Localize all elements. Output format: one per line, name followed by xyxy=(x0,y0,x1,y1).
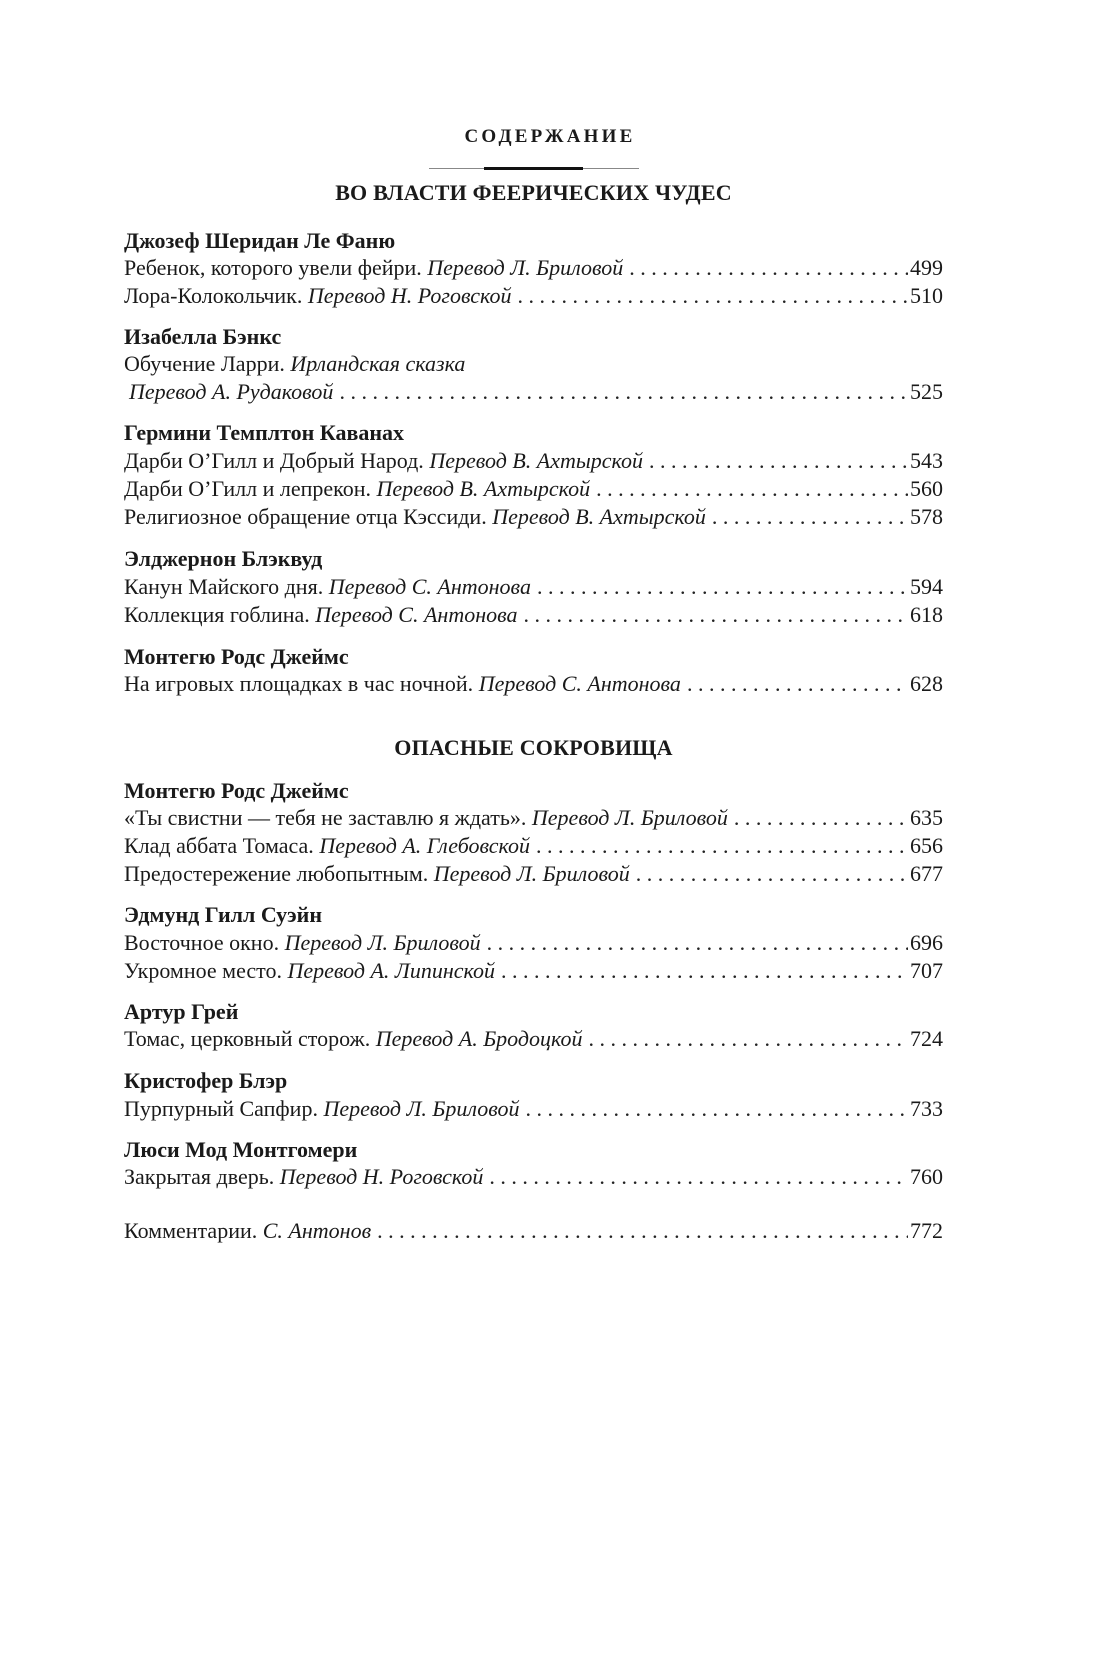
entry-title: Восточное окно. xyxy=(124,930,280,955)
dot-leader xyxy=(501,956,908,986)
entry-subtitle: Ирландская сказка xyxy=(290,351,466,376)
toc-entry[interactable] xyxy=(124,446,943,476)
entry-translator: Перевод С. Антонова xyxy=(478,671,681,696)
toc-entry-commentary[interactable] xyxy=(124,1216,943,1246)
entry-page: 677 xyxy=(910,861,943,886)
toc-entry[interactable] xyxy=(124,831,943,861)
toc-entry[interactable] xyxy=(124,1094,943,1124)
toc-entry[interactable] xyxy=(124,377,943,407)
dot-leader xyxy=(629,253,908,283)
toc-entry[interactable] xyxy=(124,956,943,986)
dot-leader xyxy=(734,803,908,833)
dot-leader xyxy=(712,502,908,532)
entry-page: 772 xyxy=(910,1218,943,1243)
dot-leader xyxy=(687,669,908,699)
author-name: Артур Грей xyxy=(124,999,239,1024)
toc-entry[interactable] xyxy=(124,803,943,833)
entry-translator: Перевод А. Липинской xyxy=(287,958,495,983)
section-title: ВО ВЛАСТИ ФЕЕРИЧЕСКИХ ЧУДЕС xyxy=(335,180,732,205)
toc-entry[interactable] xyxy=(124,928,943,958)
entry-page: 656 xyxy=(910,833,943,858)
entry-page: 560 xyxy=(910,476,943,501)
toc-entry[interactable] xyxy=(124,474,943,504)
entry-page: 594 xyxy=(910,574,943,599)
entry-title: Закрытая дверь. xyxy=(124,1164,275,1189)
entry-page: 635 xyxy=(910,805,943,830)
author-name: Люси Мод Монтгомери xyxy=(124,1137,358,1162)
entry-page: 760 xyxy=(910,1164,943,1189)
entry-page: 543 xyxy=(910,448,943,473)
toc-entry[interactable] xyxy=(124,600,943,630)
dot-leader xyxy=(524,600,908,630)
dot-leader xyxy=(339,377,908,407)
author-name: Гермини Темплтон Каванах xyxy=(124,420,405,445)
dot-leader xyxy=(596,474,908,504)
entry-page: 510 xyxy=(910,283,943,308)
entry-page: 628 xyxy=(910,671,943,696)
entry-translator: Перевод А. Рудаковой xyxy=(129,379,334,404)
entry-page: 733 xyxy=(910,1096,943,1121)
entry-title: Канун Майского дня. xyxy=(124,574,324,599)
entry-translator: Перевод Л. Бриловой xyxy=(531,805,728,830)
entry-title: Дарби О’Гилл и лепрекон. xyxy=(124,476,371,501)
toc-entry-first-line[interactable] xyxy=(124,349,465,379)
entry-translator: Перевод А. Глебовской xyxy=(319,833,530,858)
entry-title: Комментарии. xyxy=(124,1218,258,1243)
entry-translator: Перевод Л. Бриловой xyxy=(323,1096,520,1121)
entry-page: 724 xyxy=(910,1026,943,1051)
entry-translator: Перевод В. Ахтырской xyxy=(429,448,643,473)
entry-title: Дарби О’Гилл и Добрый Народ. xyxy=(124,448,424,473)
author-name: Джозеф Шеридан Ле Фаню xyxy=(124,228,396,253)
entry-translator: Перевод Л. Бриловой xyxy=(284,930,481,955)
entry-title: Укромное место. xyxy=(124,958,282,983)
author-name: Монтегю Родс Джеймс xyxy=(124,778,349,803)
entry-translator: Перевод В. Ахтырской xyxy=(376,476,591,501)
entry-translator: Перевод С. Антонова xyxy=(315,602,518,627)
entry-page: 696 xyxy=(910,930,943,955)
entry-translator: Перевод Н. Роговской xyxy=(307,283,512,308)
page-title: СОДЕРЖАНИЕ xyxy=(464,126,636,147)
header-divider-accent xyxy=(484,167,583,170)
author-name: Кристофер Блэр xyxy=(124,1068,288,1093)
author-name: Монтегю Родс Джеймс xyxy=(124,644,349,669)
entry-translator: С. Антонов xyxy=(262,1218,372,1243)
entry-page: 499 xyxy=(910,255,943,280)
entry-title: Клад аббата Томаса. xyxy=(124,833,314,858)
entry-translator: Перевод В. Ахтырской xyxy=(492,504,706,529)
entry-page: 707 xyxy=(910,958,943,983)
toc-entry[interactable] xyxy=(124,1162,943,1192)
dot-leader xyxy=(537,572,908,602)
entry-title: На игровых площадках в час ночной. xyxy=(124,671,474,696)
toc-entry[interactable] xyxy=(124,572,943,602)
entry-translator: Перевод А. Бродоцкой xyxy=(375,1026,583,1051)
dot-leader xyxy=(636,859,908,889)
entry-title: Ребенок, которого увели фейри. xyxy=(124,255,422,280)
toc-entry[interactable] xyxy=(124,281,943,311)
entry-title: Пурпурный Сапфир. xyxy=(124,1096,318,1121)
entry-translator: Перевод Н. Роговской xyxy=(279,1164,484,1189)
dot-leader xyxy=(517,281,908,311)
toc-entry[interactable] xyxy=(124,253,943,283)
entry-title: Лора-Колокольчик. xyxy=(124,283,303,308)
entry-translator: Перевод С. Антонова xyxy=(328,574,531,599)
toc-entry[interactable] xyxy=(124,669,943,699)
entry-title: Коллекция гоблина. xyxy=(124,602,310,627)
dot-leader xyxy=(588,1024,908,1054)
dot-leader xyxy=(525,1094,908,1124)
dot-leader xyxy=(536,831,908,861)
entry-title: Религиозное обращение отца Кэссиди. xyxy=(124,504,487,529)
entry-title: «Ты свистни — тебя не заставлю я ждать». xyxy=(124,805,527,830)
dot-leader xyxy=(649,446,908,476)
toc-entry[interactable] xyxy=(124,859,943,889)
author-name: Элджернон Блэквуд xyxy=(124,546,323,571)
dot-leader xyxy=(487,928,908,958)
entry-title: Обучение Ларри. xyxy=(124,351,285,376)
toc-entry[interactable] xyxy=(124,502,943,532)
author-name: Эдмунд Гилл Суэйн xyxy=(124,902,323,927)
entry-translator: Перевод Л. Бриловой xyxy=(427,255,624,280)
dot-leader xyxy=(377,1216,908,1246)
entry-title: Томас, церковный сторож. xyxy=(124,1026,371,1051)
section-title: ОПАСНЫЕ СОКРОВИЩА xyxy=(394,735,673,760)
entry-title: Предостережение любопытным. xyxy=(124,861,429,886)
entry-page: 578 xyxy=(910,504,943,529)
dot-leader xyxy=(489,1162,908,1192)
entry-page: 618 xyxy=(910,602,943,627)
toc-entry[interactable] xyxy=(124,1024,943,1054)
author-name: Изабелла Бэнкс xyxy=(124,324,282,349)
entry-page: 525 xyxy=(910,379,943,404)
entry-translator: Перевод Л. Бриловой xyxy=(433,861,630,886)
